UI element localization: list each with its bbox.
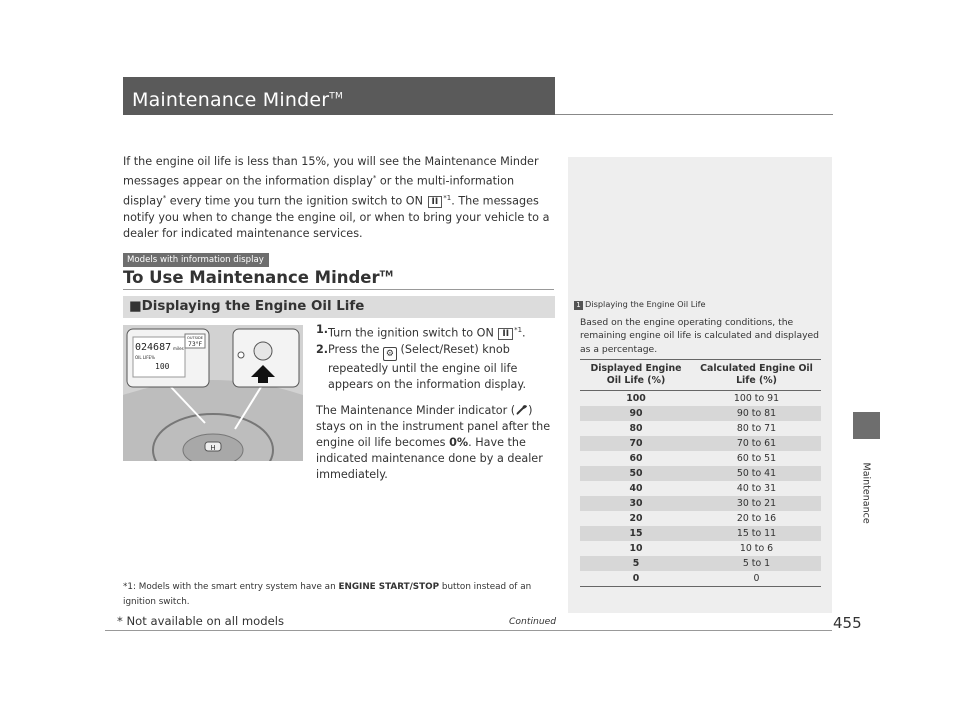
intro-paragraph: If the engine oil life is less than 15%, you will see the Maintenance Minder messages appear on the information display* or the multi-information display* every time you turn the ignition switch to ON II $^{*1}$. The messages notify you when to change the engine oil, or when to bring your vehicle to a dealer for indicated maintenance services. <box>123 155 550 241</box>
note-number-icon: 1 <box>574 301 583 310</box>
footer-rule <box>105 630 832 631</box>
table-header-displayed: Displayed Engine Oil Life (%) <box>580 360 692 391</box>
footnote: *1: Models with the smart entry system have an ENGINE START/STOP button instead of an ignition switch. <box>123 582 532 607</box>
step-1: 1. Turn the ignition switch to ON II $^{*1}$. <box>316 323 526 340</box>
svg-text:73°F: 73°F <box>188 341 203 348</box>
chapter-title-bar <box>123 77 555 115</box>
table-row: 30 30 to 21 <box>580 496 821 511</box>
step-2: 2. Press the ⚙ (Select/Reset) knob repeatedly until the engine oil life appears on the information display. <box>316 342 526 391</box>
page-title: Maintenance Minder™ <box>132 89 343 111</box>
select-reset-knob-icon: ⚙ <box>383 347 397 361</box>
oil-life-readout: 100 <box>155 362 170 371</box>
table-row: 5 5 to 1 <box>580 556 821 571</box>
svg-text:OIL LIFE%: OIL LIFE% <box>135 355 155 360</box>
table-row: 80 80 to 71 <box>580 421 821 436</box>
procedure-steps <box>316 322 556 483</box>
table-header-calculated: Calculated Engine Oil Life (%) <box>692 360 821 391</box>
odometer-readout: 024687 <box>135 342 172 353</box>
table-row: 0 0 <box>580 571 821 587</box>
chapter-tab-marker <box>853 412 880 439</box>
ignition-on-key: II <box>428 196 443 208</box>
subsection-bar <box>123 296 555 318</box>
section-rule <box>123 289 554 290</box>
table-row: 60 60 to 51 <box>580 451 821 466</box>
table-row: 50 50 to 41 <box>580 466 821 481</box>
table-row: 15 15 to 11 <box>580 526 821 541</box>
svg-text:H: H <box>210 444 216 452</box>
continued-label: Continued <box>509 616 557 627</box>
title-rule <box>555 114 833 115</box>
table-row: 10 10 to 6 <box>580 541 821 556</box>
model-badge: Models with information display <box>123 253 269 267</box>
dashboard-drawing <box>123 325 303 461</box>
dashboard-illustration <box>123 325 303 461</box>
svg-text:OUTSIDE: OUTSIDE <box>187 336 204 340</box>
note-heading: 1 Displaying the Engine Oil Life <box>574 299 706 310</box>
subsection-title: Displaying the Engine Oil Life <box>141 299 365 314</box>
indicator-paragraph: The Maintenance Minder indicator ( ) stays on in the instrument panel after the engine oil life becomes 0%. Have the indicated maintenance done by a dealer immediately. <box>316 403 551 481</box>
table-row: 100 100 to 91 <box>580 391 821 407</box>
oil-life-table <box>580 359 821 587</box>
table-row: 70 70 to 61 <box>580 436 821 451</box>
ignition-on-key: II <box>498 328 513 340</box>
table-row: 20 20 to 16 <box>580 511 821 526</box>
page-number: 455 <box>833 614 862 632</box>
wrench-indicator-icon <box>515 404 528 416</box>
table-row: 90 90 to 81 <box>580 406 821 421</box>
table-row: 40 40 to 31 <box>580 481 821 496</box>
square-bullet-icon: ■ <box>129 299 142 314</box>
section-title: To Use Maintenance Minder™ <box>123 268 394 287</box>
note-body: Based on the engine operating conditions, the remaining engine oil life is calculated and displayed as a percentage. <box>580 317 819 355</box>
availability-note: * Not available on all models <box>117 614 284 628</box>
chapter-tab-label: Maintenance <box>860 462 872 524</box>
svg-text:miles: miles <box>173 346 184 351</box>
